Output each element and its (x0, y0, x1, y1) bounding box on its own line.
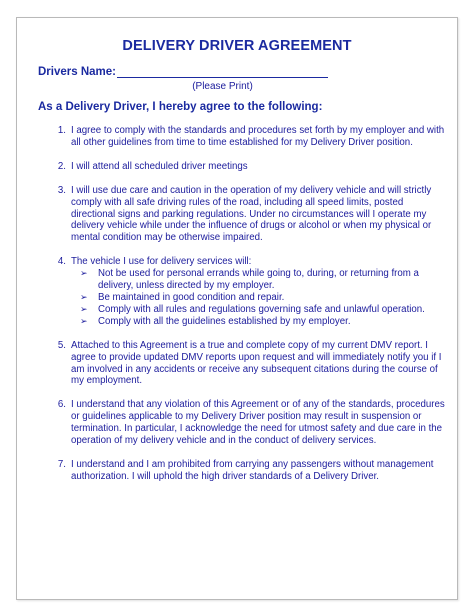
item-text: I understand that any violation of this Agreement or of any of the standards, procedures or guidelines applicable to my Delivery Driver position may result in suspension or termination. In particular, I acknowledge the need for utmost safety and due care in the operation of my delivery vehicle and in the conduct of delivery services. (71, 399, 445, 447)
arrow-bullet-icon: ➢ (80, 315, 88, 326)
item-text: I understand and I am prohibited from carrying any passengers without management authorization. I will uphold the high driver standards of a Delivery Driver. (71, 458, 434, 482)
item-number: 2. (57, 160, 66, 172)
sub-list-item (80, 292, 446, 304)
sub-list-item (80, 304, 446, 316)
agreement-item (36, 161, 446, 173)
driver-name-field[interactable] (117, 77, 328, 78)
agreement-item (36, 340, 446, 388)
sub-item-text: Comply with all the guidelines established by my employer. (98, 315, 351, 327)
item-text: I will attend all scheduled driver meetings (71, 160, 248, 172)
sub-item-text: Be maintained in good condition and repair. (98, 291, 285, 303)
arrow-bullet-icon: ➢ (80, 291, 88, 302)
arrow-bullet-icon: ➢ (80, 303, 88, 314)
sub-list-item (80, 268, 446, 292)
agreement-intro: As a Delivery Driver, I hereby agree to the following: (38, 101, 323, 113)
please-print-hint: (Please Print) (192, 81, 253, 92)
agreement-item (36, 459, 446, 483)
agreement-item (36, 185, 446, 245)
item-number: 3. (57, 184, 66, 196)
sub-list-item (80, 316, 446, 328)
driver-name-label: Drivers Name: (38, 66, 116, 78)
item-number: 1. (57, 125, 66, 136)
agreement-item (36, 256, 446, 327)
item-text: I agree to comply with the standards and procedures set forth by my employer and with all other guidelines from time to time established for my Delivery Driver position. (71, 125, 445, 148)
item-text: Attached to this Agreement is a true and complete copy of my current DMV report. I agree to provide updated DMV reports upon request and will immediately notify you if I am involved in any accidents or receive any subsequent citations during the course of my employment. (71, 339, 442, 387)
item-number: 5. (57, 339, 66, 351)
sub-item-text: Not be used for personal errands while going to, during, or returning from a delivery, unless directed by my employer. (98, 268, 419, 292)
item-text: The vehicle I use for delivery services will: (71, 256, 252, 268)
arrow-bullet-icon: ➢ (80, 268, 88, 279)
sub-item-text: Comply with all rules and regulations governing safe and unlawful operation. (98, 303, 425, 315)
item-number: 4. (57, 256, 66, 268)
agreement-items (36, 125, 446, 495)
sub-list (36, 268, 446, 328)
item-text: I will use due care and caution in the operation of my delivery vehicle and will strictly comply with all safe driving rules of the road, including all speed limits, posted directional signs and parking regulations. Under no circumstances will I operate my delivery vehicle while under the influence of drugs or alcohol or when my physical or mental condition may be otherwise impaired. (71, 184, 432, 244)
item-number: 6. (57, 399, 66, 411)
agreement-item (36, 125, 446, 149)
agreement-item (36, 399, 446, 447)
item-number: 7. (57, 458, 66, 470)
document-title: DELIVERY DRIVER AGREEMENT (122, 38, 352, 54)
